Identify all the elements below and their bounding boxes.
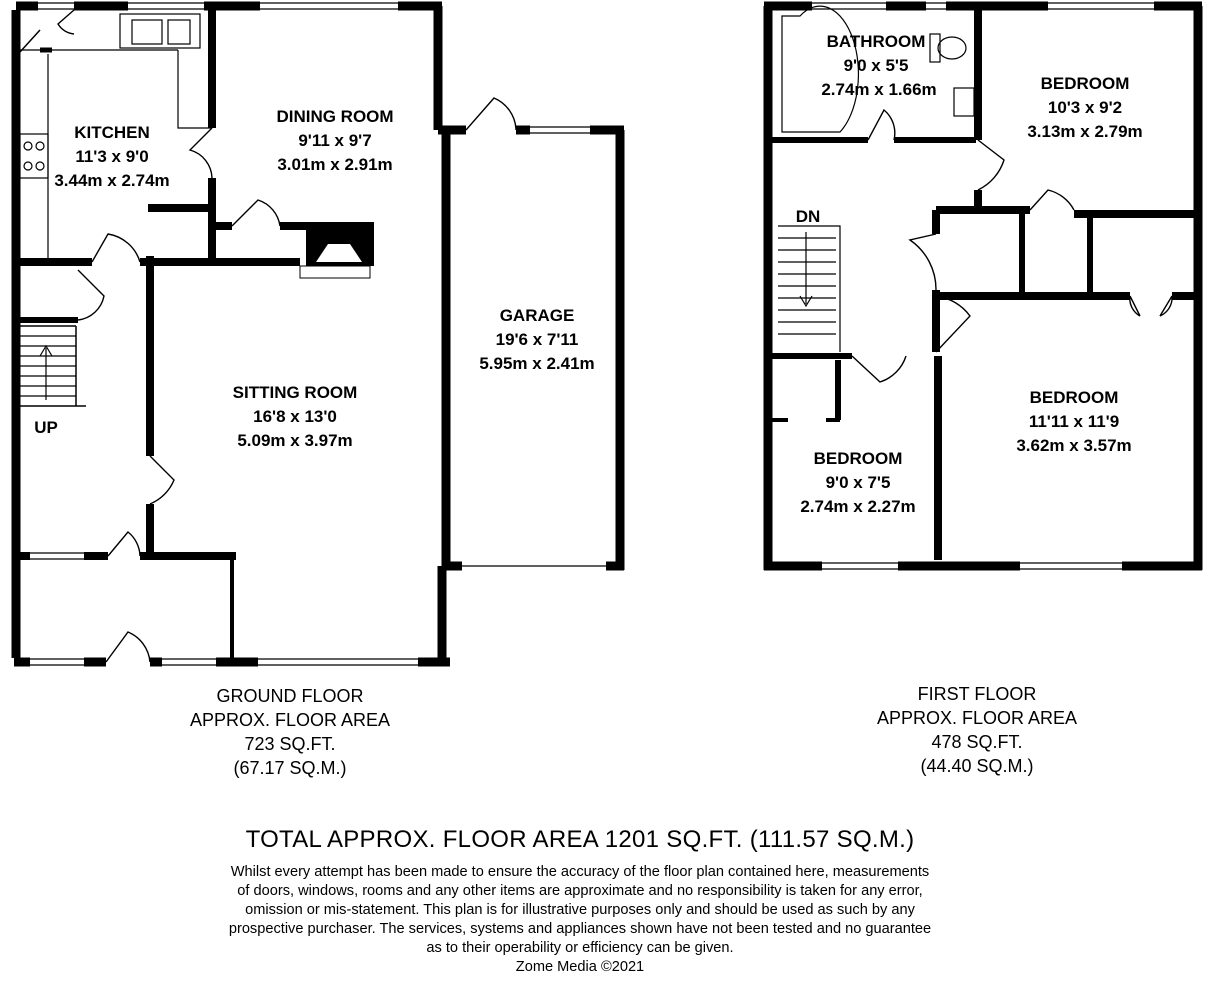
bedroom2-name: BEDROOM xyxy=(1029,388,1119,407)
ground-floor-area xyxy=(140,684,440,780)
first-floor-subtitle: APPROX. FLOOR AREA xyxy=(876,708,1078,728)
sitting-imperial: 16'8 x 13'0 xyxy=(253,407,337,426)
disclaimer xyxy=(170,863,990,977)
bedroom3-name: BEDROOM xyxy=(813,449,903,468)
garage-metric: 5.95m x 2.41m xyxy=(479,354,595,373)
dining-imperial: 9'11 x 9'7 xyxy=(298,131,372,150)
first-floor-sqft: 478 SQ.FT. xyxy=(931,732,1023,752)
total-floor-area: TOTAL APPROX. FLOOR AREA 1201 SQ.FT. (111.57 SQ.M.) xyxy=(245,826,915,853)
bathroom-imperial: 9'0 x 5'5 xyxy=(843,56,909,75)
ground-floor-sqm: (67.17 SQ.M.) xyxy=(233,758,347,778)
bathroom-metric: 2.74m x 1.66m xyxy=(821,80,937,99)
bedroom2-imperial: 11'11 x 11'9 xyxy=(1028,412,1120,431)
bedroom1-metric: 3.13m x 2.79m xyxy=(1027,122,1143,141)
ground-floor-subtitle: APPROX. FLOOR AREA xyxy=(189,710,391,730)
first-floor-title: FIRST FLOOR xyxy=(917,684,1037,704)
garage-name: GARAGE xyxy=(499,306,575,325)
disclaimer-line: of doors, windows, rooms and any other items are approximate and no responsibility is taken for any error, xyxy=(237,883,923,899)
sitting-name: SITTING ROOM xyxy=(232,383,358,402)
sitting-metric: 5.09m x 3.97m xyxy=(237,431,353,450)
disclaimer-line: omission or mis-statement. This plan is for illustrative purposes only and should be used as such by any xyxy=(245,902,915,918)
ground-floor-title: GROUND FLOOR xyxy=(216,686,364,706)
bedroom3-imperial: 9'0 x 7'5 xyxy=(825,473,891,492)
kitchen-metric: 3.44m x 2.74m xyxy=(54,171,170,190)
stairs-down-label: DN xyxy=(795,207,821,226)
dining-metric: 3.01m x 2.91m xyxy=(277,155,393,174)
bathroom-name: BATHROOM xyxy=(826,32,926,51)
disclaimer-line: prospective purchaser. The services, systems and appliances shown have not been tested and no guarantee xyxy=(228,921,932,937)
bedroom3-metric: 2.74m x 2.27m xyxy=(800,497,916,516)
disclaimer-line: as to their operability or efficiency can be given. xyxy=(426,940,734,956)
ground-floor-sqft: 723 SQ.FT. xyxy=(244,734,336,754)
credit: Zome Media ©2021 xyxy=(515,959,645,975)
dining-name: DINING ROOM xyxy=(276,107,394,126)
first-floor-sqm: (44.40 SQ.M.) xyxy=(920,756,1034,776)
disclaimer-line: Whilst every attempt has been made to ensure the accuracy of the floor plan contained here, measurements xyxy=(230,864,930,880)
bedroom1-imperial: 10'3 x 9'2 xyxy=(1047,98,1123,117)
bedroom1-name: BEDROOM xyxy=(1040,74,1130,93)
stairs-up-label: UP xyxy=(34,418,58,437)
bedroom2-metric: 3.62m x 3.57m xyxy=(1016,436,1132,455)
kitchen-imperial: 11'3 x 9'0 xyxy=(75,147,149,166)
first-floor-area xyxy=(827,682,1127,778)
garage-imperial: 19'6 x 7'11 xyxy=(495,330,579,349)
kitchen-name: KITCHEN xyxy=(74,123,150,142)
